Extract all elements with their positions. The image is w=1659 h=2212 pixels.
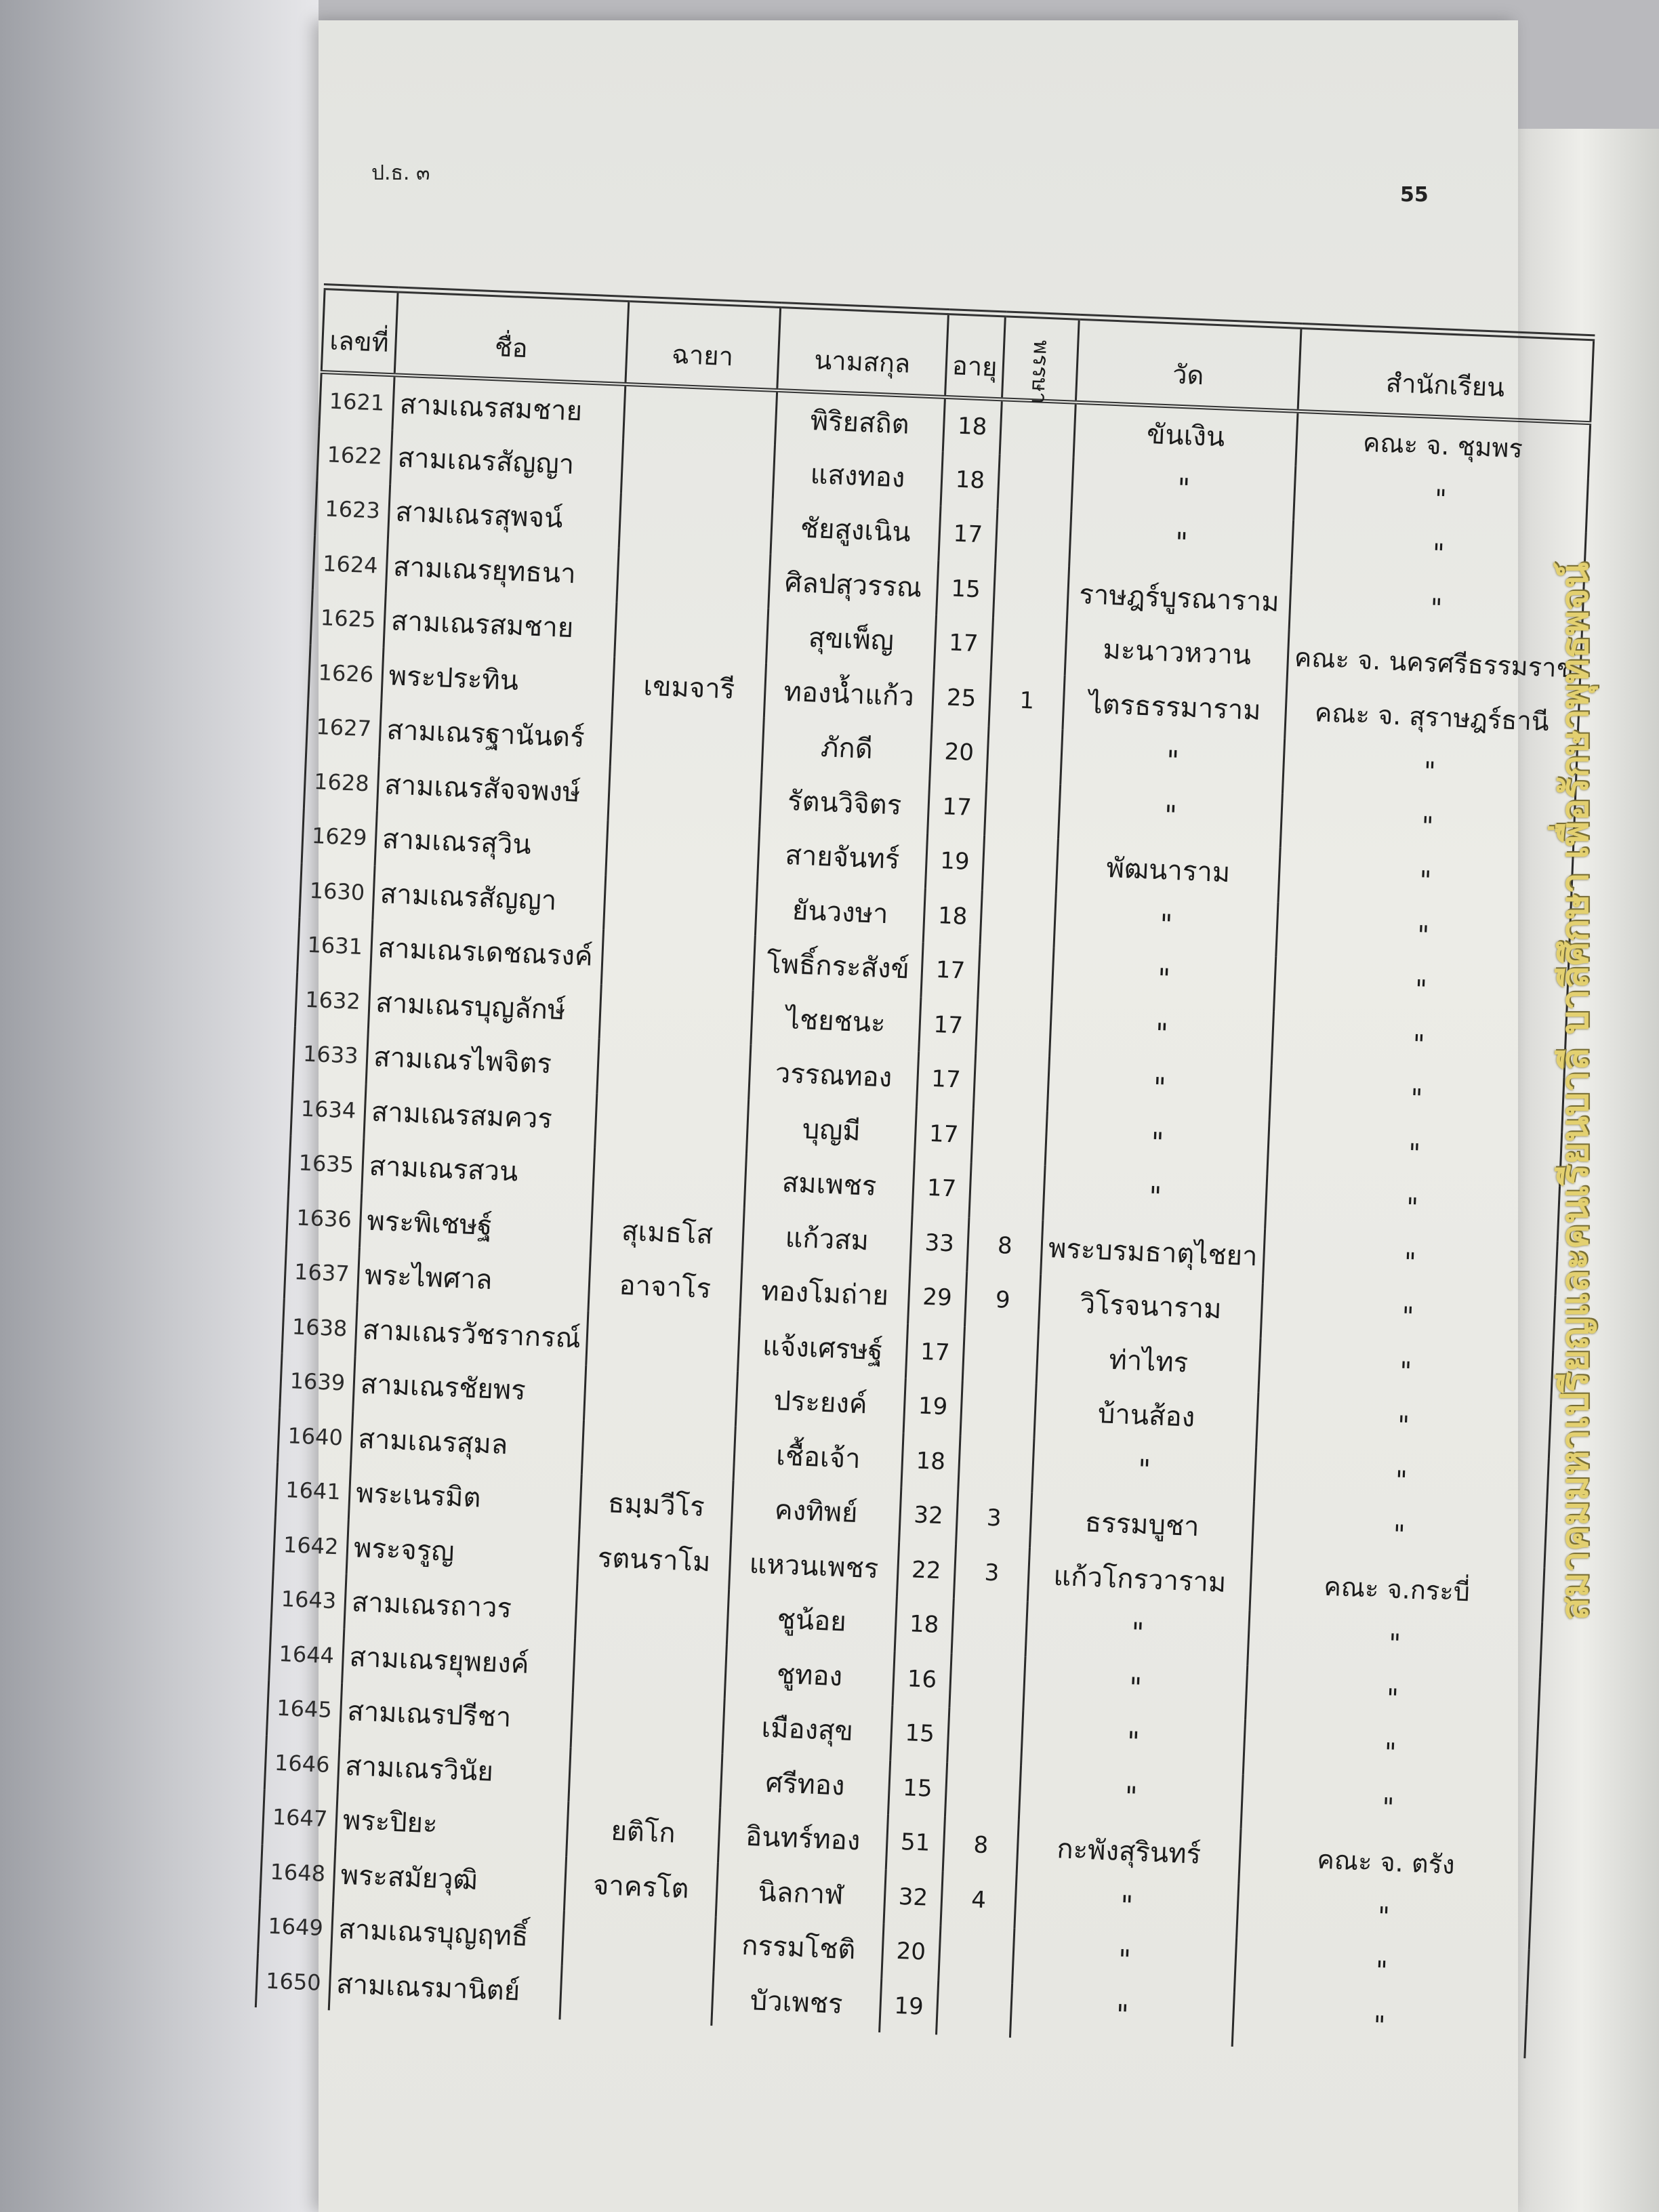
cell-wat: " <box>1025 1601 1250 1665</box>
cell-age: 17 <box>905 1324 964 1380</box>
header-school: สำนักเรียน <box>1298 326 1593 423</box>
cell-name: สามเณรวัชรากรณ์ <box>355 1302 588 1366</box>
cell-wat: ไตรธรรมาราม <box>1063 675 1287 739</box>
cell-number: 1646 <box>264 1735 340 1793</box>
cell-pansa <box>936 1980 1012 2038</box>
cell-age: 25 <box>932 670 991 726</box>
cell-pansa <box>982 836 1059 893</box>
cell-number: 1641 <box>275 1462 350 1520</box>
cell-school: " <box>1280 793 1574 859</box>
cell-wat: วิโรจนาราม <box>1039 1275 1263 1338</box>
cell-name: พระสมัยวุฒิ <box>333 1847 567 1910</box>
cell-name: สามเณรบุญฤทธิ์ <box>331 1901 564 1965</box>
cell-alias <box>586 1311 740 1371</box>
cell-age: 20 <box>882 1923 941 1980</box>
cell-pansa <box>969 1162 1046 1220</box>
cell-wat: " <box>1048 1057 1272 1120</box>
cell-school: " <box>1237 1883 1531 1950</box>
cell-pansa: 9 <box>964 1271 1041 1329</box>
cell-name: พระไพศาล <box>357 1247 590 1311</box>
cell-surname: บุญมี <box>746 1099 916 1160</box>
cell-name: พระประทิน <box>382 647 615 711</box>
cell-wat: " <box>1010 1983 1235 2047</box>
cell-pansa <box>993 563 1069 621</box>
cell-age: 20 <box>930 724 989 781</box>
cell-wat: ขันเงิน <box>1074 403 1298 466</box>
cell-surname: ยันวงษา <box>755 881 925 942</box>
cell-school: " <box>1278 847 1572 914</box>
cell-age: 16 <box>893 1651 951 1708</box>
cell-number: 1626 <box>308 644 384 702</box>
cell-surname: เมืองสุข <box>722 1698 893 1759</box>
cell-surname: ทองโมถ่าย <box>740 1263 910 1324</box>
cell-pansa <box>978 945 1054 1002</box>
cell-name: สามเณรวินัย <box>337 1738 571 1801</box>
cell-wat: " <box>1054 893 1278 957</box>
cell-age: 32 <box>884 1869 943 1926</box>
cell-surname: แจ้งเศรษฐ์ <box>737 1317 907 1378</box>
cell-pansa: 8 <box>967 1217 1044 1275</box>
cell-age: 18 <box>895 1596 954 1653</box>
cell-number: 1645 <box>266 1680 342 1738</box>
cell-name: สามเณรเดชณรงค์ <box>371 920 604 984</box>
cell-surname: วรรณทอง <box>749 1044 919 1105</box>
cell-wat: ท่าไทร <box>1037 1329 1261 1393</box>
cell-number: 1634 <box>291 1081 366 1139</box>
cell-school: คณะ จ. ชุมพร <box>1296 411 1590 478</box>
cell-alias <box>569 1747 722 1807</box>
cell-age: 17 <box>939 506 998 563</box>
cell-name: สามเณรสมควร <box>364 1084 597 1147</box>
cell-age: 15 <box>936 560 995 617</box>
cell-number: 1636 <box>287 1189 362 1247</box>
cell-wat: พระบรมธาตุไชยา <box>1041 1220 1265 1284</box>
cell-alias <box>619 493 773 554</box>
cell-school: คณะ จ. สุราษฎร์ธานี <box>1285 684 1579 750</box>
cell-wat: " <box>1052 947 1276 1011</box>
cell-alias <box>599 984 753 1044</box>
cell-school: " <box>1258 1338 1553 1404</box>
cell-alias <box>573 1638 726 1698</box>
cell-number: 1633 <box>293 1026 368 1084</box>
cell-pansa <box>958 1435 1035 1493</box>
cell-age: 17 <box>928 779 987 836</box>
cell-number: 1632 <box>295 972 370 1029</box>
cell-wat: " <box>1021 1711 1246 1774</box>
cell-surname: ไชยชนะ <box>751 990 921 1051</box>
cell-pansa <box>945 1762 1021 1820</box>
cell-name: สามเณรถาวร <box>344 1574 577 1638</box>
cell-school: " <box>1276 902 1570 968</box>
cell-wat: " <box>1015 1874 1239 1938</box>
cell-alias <box>610 712 764 772</box>
cell-wat: พัฒนาราม <box>1057 838 1281 902</box>
cell-alias: เขมจารี <box>612 657 766 717</box>
cell-pansa <box>949 1653 1026 1711</box>
cell-school: คณะ จ. ตรัง <box>1239 1828 1533 1895</box>
cell-wat: " <box>1069 512 1294 575</box>
cell-age: 18 <box>943 397 1002 454</box>
header-pansa <box>1002 314 1079 405</box>
cell-wat: ธรรมบูชา <box>1030 1492 1254 1556</box>
cell-surname: ทองน้ำแก้ว <box>764 663 934 724</box>
cell-pansa <box>976 999 1052 1057</box>
cell-alias <box>592 1147 746 1208</box>
cell-surname: ศิลปสุวรรณ <box>769 554 939 615</box>
cell-school: " <box>1265 1174 1559 1241</box>
cell-surname: สายจันทร์ <box>757 826 927 887</box>
cell-name: สามเณรสมชาย <box>384 593 617 657</box>
page-header-code: ป.ธ. ๓ <box>371 161 430 185</box>
header-number: เลขที่ <box>321 287 398 375</box>
cell-number: 1639 <box>280 1353 355 1411</box>
cell-surname: แสงทอง <box>773 445 943 506</box>
cell-wat: " <box>1071 457 1296 520</box>
cell-number: 1625 <box>310 590 386 648</box>
cell-alias <box>562 1910 716 1971</box>
cell-alias <box>606 820 760 880</box>
cell-surname: ประยงค์ <box>735 1372 905 1433</box>
cell-name: สามเณรมานิตย์ <box>329 1956 562 2020</box>
cell-number: 1628 <box>304 754 379 811</box>
cell-pansa: 3 <box>954 1544 1030 1601</box>
cell-school: " <box>1282 738 1576 804</box>
cell-surname: อินทร์ทอง <box>718 1807 888 1868</box>
cell-number: 1629 <box>302 808 377 865</box>
cell-name: สามเณรปรีชา <box>340 1683 573 1747</box>
cell-pansa <box>998 454 1074 512</box>
cell-pansa <box>962 1326 1039 1384</box>
cell-school: " <box>1256 1393 1551 1459</box>
cell-name: สามเณรชัยพร <box>353 1356 586 1420</box>
cell-pansa <box>939 1925 1015 1983</box>
cell-surname: แหวนเพชร <box>729 1535 899 1596</box>
cell-alias <box>595 1093 749 1153</box>
cell-alias <box>615 602 769 663</box>
cell-name: สามเณรบุญลักษ์ <box>368 975 601 1038</box>
cell-number: 1640 <box>278 1408 353 1465</box>
cell-name: สามเณรสวน <box>362 1138 595 1202</box>
cell-school: " <box>1289 575 1583 641</box>
cell-name: สามเณรไพจิตร <box>366 1029 599 1093</box>
cell-school: " <box>1271 1011 1565 1078</box>
cell-surname: ชูน้อย <box>726 1590 897 1651</box>
cell-surname: สุขเพ็ญ <box>766 609 936 670</box>
cell-alias: รตนราโม <box>577 1529 731 1589</box>
cell-wat: " <box>1032 1438 1256 1502</box>
cell-number: 1638 <box>282 1298 357 1356</box>
cell-alias <box>581 1420 735 1480</box>
cell-age: 17 <box>914 1106 973 1163</box>
cell-school: " <box>1252 1502 1546 1568</box>
cell-age: 17 <box>921 942 980 999</box>
cell-name: พระพิเชษฐ์ <box>359 1193 592 1256</box>
cell-number: 1623 <box>315 481 390 539</box>
cell-number: 1621 <box>319 372 394 430</box>
cell-pansa: 4 <box>941 1871 1017 1929</box>
cell-number: 1650 <box>255 1953 331 2011</box>
cell-school: " <box>1291 520 1585 587</box>
cell-surname: คงทิพย์ <box>731 1481 901 1542</box>
cell-age: 51 <box>886 1814 945 1871</box>
cell-wat: " <box>1061 729 1285 793</box>
cell-alias <box>617 548 771 608</box>
cell-number: 1630 <box>300 863 375 920</box>
cell-wat: แก้วโกรวาราม <box>1028 1547 1252 1611</box>
cell-school: " <box>1248 1610 1542 1677</box>
cell-wat: มะนาวหวาน <box>1065 620 1290 684</box>
cell-wat: ราษฎร์บูรณาราม <box>1067 566 1292 630</box>
cell-number: 1627 <box>306 699 382 757</box>
cell-wat: " <box>1050 1002 1274 1065</box>
cell-age: 18 <box>901 1433 960 1490</box>
cell-number: 1644 <box>269 1626 344 1683</box>
cell-age: 32 <box>899 1488 958 1544</box>
cell-age: 18 <box>941 451 1000 508</box>
cell-number: 1648 <box>260 1844 335 1902</box>
cell-pansa <box>984 781 1061 838</box>
cell-pansa <box>1000 399 1076 457</box>
registry-table <box>255 283 1595 2058</box>
cell-age: 17 <box>912 1160 971 1217</box>
cell-alias <box>623 384 777 445</box>
cell-name: สามเณรสุวิน <box>375 811 608 875</box>
cell-surname: รัตนวิจิตร <box>760 772 930 833</box>
cell-name: พระเนรมิต <box>348 1465 581 1529</box>
cell-pansa <box>960 1380 1037 1438</box>
cell-pansa <box>971 1108 1048 1166</box>
cell-pansa <box>991 617 1067 675</box>
watermark <box>1523 447 1625 1735</box>
cell-name: สามเณรฐานันดร์ <box>380 702 613 766</box>
cell-age: 17 <box>934 615 993 672</box>
cell-school: " <box>1261 1284 1555 1350</box>
cell-name: สามเณรสัญญา <box>373 865 606 929</box>
cell-age: 18 <box>923 888 982 945</box>
header-age: อายุ <box>945 312 1005 399</box>
cell-wat: " <box>1059 784 1283 848</box>
cell-surname: บัวเพชร <box>712 1971 882 2032</box>
cell-number: 1635 <box>289 1135 364 1193</box>
cell-school: คณะ จ. นครศรีธรรมราช <box>1287 630 1581 696</box>
cell-surname: พิริยสถิต <box>775 390 945 451</box>
cell-alias <box>621 438 775 499</box>
cell-age: 15 <box>890 1705 949 1762</box>
cell-name: สามเณรสัญญา <box>390 430 623 493</box>
cell-alias <box>575 1584 729 1644</box>
cell-name: พระปิยะ <box>335 1793 569 1856</box>
header-alias: ฉายา <box>626 299 781 390</box>
cell-wat: กะพังสุรินทร์ <box>1017 1820 1242 1883</box>
cell-age: 19 <box>879 1978 938 2035</box>
cell-number: 1631 <box>298 917 373 975</box>
watermark-text: สมาคมมหาเปรียญและคนเรียนบาลี บาลีศึกษา เพื่อรักษาพุทธพจน์ <box>1552 562 1597 1620</box>
cell-pansa <box>951 1599 1028 1656</box>
cell-age: 29 <box>907 1269 966 1326</box>
header-pansa-label: พรรษา <box>1026 340 1055 405</box>
cell-name: สามเณรสัจจพงษ์ <box>377 756 610 820</box>
cell-alias <box>583 1366 737 1426</box>
cell-surname: นิลกาฬ <box>716 1862 886 1923</box>
cell-pansa: 8 <box>943 1817 1019 1875</box>
cell-school: " <box>1294 466 1588 532</box>
cell-surname: แก้วสม <box>742 1208 912 1269</box>
cell-surname: ศรีทอง <box>720 1753 890 1814</box>
cell-school: " <box>1243 1719 1537 1786</box>
cell-school: " <box>1254 1447 1548 1513</box>
cell-alias: สุเมธโส <box>590 1202 744 1262</box>
cell-name: สามเณรยุทธนา <box>386 539 619 602</box>
cell-age: 22 <box>897 1542 956 1599</box>
cell-school: คณะ จ.กระบี่ <box>1250 1556 1544 1622</box>
cell-number: 1622 <box>317 426 392 484</box>
cell-surname: กรรมโชติ <box>714 1917 884 1978</box>
registry-table-wrapper <box>251 283 1597 2163</box>
page-number: 55 <box>1400 183 1429 207</box>
cell-alias <box>560 1965 714 2026</box>
cell-school: " <box>1234 1938 1528 2004</box>
cell-alias: จาครโต <box>564 1856 718 1917</box>
cell-wat: " <box>1012 1929 1237 1992</box>
cell-pansa <box>947 1708 1024 1765</box>
cell-number: 1647 <box>262 1789 337 1847</box>
cell-number: 1624 <box>312 535 388 593</box>
cell-school: " <box>1267 1120 1561 1186</box>
cell-alias <box>597 1038 751 1099</box>
cell-age: 17 <box>919 997 978 1054</box>
cell-wat: " <box>1043 1166 1267 1229</box>
cell-surname: ชัยสูงเนิน <box>771 499 941 560</box>
cell-alias: ธมฺมวีโร <box>579 1475 733 1535</box>
cell-pansa: 3 <box>956 1490 1032 1547</box>
cell-name: สามเณรสมชาย <box>392 375 626 438</box>
cell-alias <box>601 929 755 989</box>
cell-pansa <box>996 508 1072 566</box>
cell-wat: บ้านส้อง <box>1034 1384 1258 1448</box>
cell-name: สามเณรสุมล <box>351 1411 584 1475</box>
cell-age: 33 <box>910 1214 969 1271</box>
header-wat: วัด <box>1076 317 1301 411</box>
cell-pansa: 1 <box>989 672 1065 729</box>
cell-surname: สมเพชร <box>744 1153 914 1214</box>
cell-age: 17 <box>916 1051 975 1108</box>
cell-age: 19 <box>903 1378 962 1435</box>
cell-number: 1637 <box>284 1244 359 1302</box>
header-name: ชื่อ <box>394 289 629 384</box>
cell-school: " <box>1269 1065 1563 1132</box>
cell-school: " <box>1246 1665 1540 1732</box>
cell-school: " <box>1232 1992 1526 2058</box>
cell-number: 1649 <box>258 1898 333 1956</box>
cell-school: " <box>1241 1774 1535 1841</box>
cell-wat: " <box>1023 1656 1248 1720</box>
cell-alias <box>571 1692 724 1753</box>
cell-alias <box>603 875 757 935</box>
cell-school: " <box>1263 1229 1557 1295</box>
cell-number: 1643 <box>271 1572 346 1629</box>
cell-alias <box>608 766 762 826</box>
table-body <box>255 372 1590 2058</box>
cell-name: สามเณรสุพจน์ <box>388 484 621 548</box>
cell-alias: ยติโก <box>567 1801 720 1862</box>
cell-name: สามเณรยุพยงค์ <box>342 1629 575 1692</box>
cell-wat: " <box>1019 1765 1244 1829</box>
cell-surname: ภักดี <box>762 718 932 779</box>
cell-surname: ชูทอง <box>724 1644 895 1705</box>
cell-surname: เชื้อเจ้า <box>733 1426 903 1487</box>
cell-surname: โพธิ์กระสังข์ <box>753 935 923 996</box>
cell-pansa <box>980 890 1057 947</box>
cell-alias: อาจาโร <box>588 1256 742 1317</box>
cell-age: 15 <box>888 1760 947 1817</box>
cell-school: " <box>1274 956 1568 1023</box>
cell-pansa <box>987 726 1063 784</box>
cell-age: 19 <box>925 833 984 890</box>
cell-name: พระจรูญ <box>346 1519 579 1583</box>
cell-number: 1642 <box>273 1517 348 1574</box>
cell-wat: " <box>1046 1111 1270 1174</box>
header-surname: นามสกุล <box>777 305 949 397</box>
cell-pansa <box>973 1054 1050 1111</box>
